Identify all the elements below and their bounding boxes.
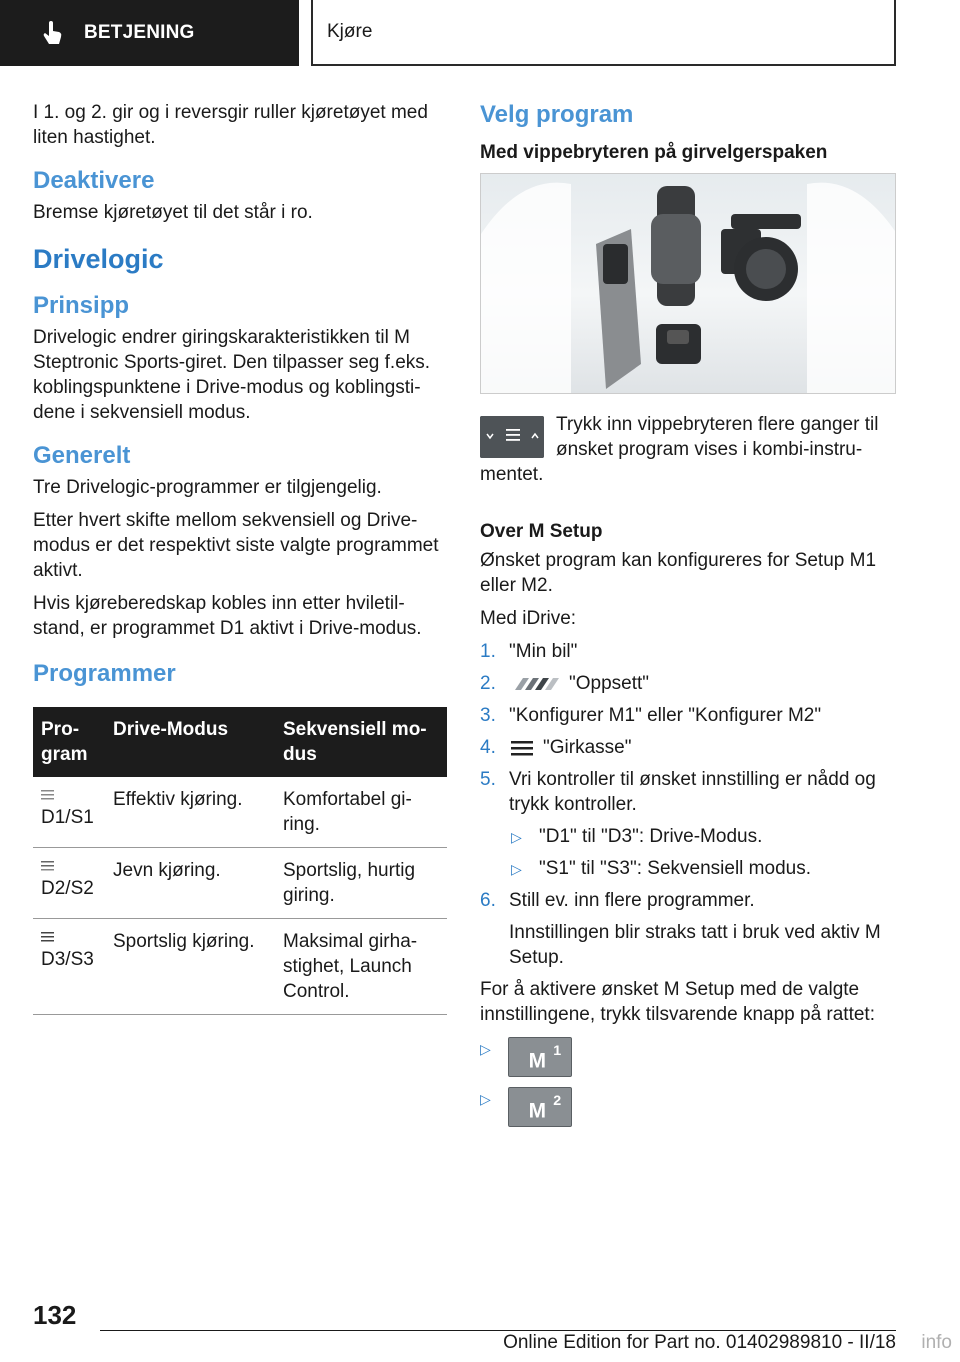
steps-list-cont (480, 888, 896, 913)
prinsipp-heading: Prinsipp (33, 292, 130, 319)
drive-cell: Jevn kjøring. (105, 848, 275, 919)
step-number: 6. (480, 890, 496, 911)
velg-program-heading: Velg program (480, 101, 634, 128)
page-number: 132 (33, 1300, 77, 1330)
list-item (480, 767, 896, 817)
programmer-heading: Programmer (33, 660, 176, 687)
step-text: "Oppsett" (569, 673, 650, 694)
program-label: D1/S1 (41, 807, 94, 828)
program-label: D2/S2 (41, 878, 94, 899)
rocker-switch-icon (480, 416, 544, 458)
page-header (0, 0, 960, 66)
triangle-bullet-icon: ▷ (480, 1091, 491, 1107)
seq-cell: Komfortabel giring. (275, 777, 447, 848)
step-text: "Min bil" (509, 641, 578, 662)
deaktivere-heading: Deaktivere (33, 167, 155, 194)
drivelogic-heading: Drivelogic (33, 244, 164, 274)
program-lines-icon (41, 929, 57, 943)
list-item (480, 888, 896, 913)
med-idrive-text: Med iDrive: (480, 608, 577, 629)
step-text: "Konfigurer M1" eller "Konfigurer M2" (509, 705, 822, 726)
gearbox-lines-icon (509, 737, 537, 759)
program-cell (33, 919, 105, 1015)
col-header-program: Program (33, 707, 105, 777)
list-item (480, 671, 896, 696)
table-header-row (33, 707, 447, 777)
step-text: Vri kontroller til ønsket innstilling er nådd og trykk kontroller. (509, 769, 876, 815)
m1-button-icon[interactable] (508, 1037, 572, 1077)
col-header-seq: Sekvensiell modus (275, 707, 447, 777)
generelt-p3: Hvis kjøreberedskap kobles inn etter hviletilstand, er programmet D1 aktivt i Drive-modus. (33, 593, 422, 639)
deaktivere-text: Bremse kjøretøyet til det står i ro. (33, 202, 313, 223)
step-number: 3. (480, 705, 496, 726)
drive-cell: Effektiv kjøring. (105, 777, 275, 848)
vippe-subheading: Med vippebryteren på girvelgerspaken (480, 142, 828, 163)
gear-selector-illustration (481, 174, 896, 394)
table-row (33, 777, 447, 848)
table-row (33, 919, 447, 1015)
program-cell (33, 848, 105, 919)
bullet-text: "D1" til "D3": Drive-Modus. (539, 826, 763, 847)
trykk-text: Trykk inn vippebryteren flere ganger til ønsket program vises i kombi-instrumentet. (480, 414, 879, 485)
program-lines-icon (41, 858, 57, 872)
list-item (509, 824, 896, 849)
step-number: 1. (480, 641, 496, 662)
bullet-text: "S1" til "S3": Sekvensiell modus. (539, 858, 811, 879)
triangle-bullet-icon: ▷ (480, 1041, 491, 1057)
step-number: 2. (480, 673, 496, 694)
step-text: "Girkasse" (543, 737, 632, 758)
hand-pointer-icon (40, 20, 66, 46)
program-lines-icon (41, 787, 57, 801)
program-cell (33, 777, 105, 848)
step6-continuation: Innstillingen blir straks tatt i bruk ved aktiv M Setup. (509, 922, 881, 968)
list-item (480, 639, 896, 664)
edition-text: Online Edition for Part no. 01402989810 - II/18 (503, 1332, 896, 1353)
section-tab[interactable] (0, 0, 299, 66)
step-number: 5. (480, 769, 496, 790)
seq-cell: Maksimal girhastighet, Launch Control. (275, 919, 447, 1015)
program-label: D3/S3 (41, 949, 94, 970)
list-item (480, 735, 896, 760)
generelt-heading: Generelt (33, 442, 131, 469)
triangle-bullet-icon: ▷ (511, 829, 522, 845)
col-header-drive: Drive-Modus (105, 707, 275, 777)
drive-cell: Sportslig kjøring. (105, 919, 275, 1015)
m1-button-row (480, 1037, 896, 1077)
switch-instruction (480, 412, 896, 495)
triangle-bullet-icon: ▷ (511, 861, 522, 877)
steps-list (480, 639, 896, 817)
gear-selector-photo (480, 173, 896, 394)
m2-button-icon[interactable] (508, 1087, 572, 1127)
m2-button-row (480, 1087, 896, 1127)
section-title: BETJENING (84, 22, 195, 43)
right-column (480, 100, 896, 1127)
prinsipp-text: Drivelogic endrer giringskarakteristikken til M Steptronic Sports-giret. Den tilpasser seg f.eks. koblingspunktene i Drive-modus og koblingstidene i sekvensiell modus. (33, 327, 431, 423)
onsket-text: Ønsket program kan konfigureres for Setup M1 eller M2. (480, 550, 877, 596)
left-column (33, 100, 447, 1015)
list-item (480, 703, 896, 728)
m1-sup: 1 (553, 1043, 562, 1060)
generelt-p2: Etter hvert skifte mellom sekvensiell og Drive-modus er det respektivt siste valgte programmet aktivt. (33, 510, 439, 581)
over-m-setup-subheading: Over M Setup (480, 521, 603, 542)
chapter-box (311, 0, 896, 66)
m2-sup: 2 (553, 1093, 562, 1110)
watermark-text: info (921, 1332, 952, 1353)
m2-label: M (528, 1099, 547, 1123)
footer-divider (100, 1330, 896, 1331)
m-stripes-icon (509, 674, 561, 694)
generelt-p1: Tre Drivelogic-programmer er tilgjengelig. (33, 477, 382, 498)
aktivere-text: For å aktivere ønsket M Setup med de valgte innstillingene, trykk tilsvarende knapp på rattet: (480, 979, 875, 1025)
sub-bullet-list (509, 824, 896, 881)
seq-cell: Sportslig, hurtig giring. (275, 848, 447, 919)
chapter-title: Kjøre (327, 21, 373, 42)
intro-text: I 1. og 2. gir og i reversgir ruller kjøretøyet med liten hastighet. (33, 102, 428, 148)
list-item (509, 856, 896, 881)
program-table (33, 707, 447, 1015)
m1-label: M (528, 1049, 547, 1073)
table-row (33, 848, 447, 919)
step-text: Still ev. inn flere programmer. (509, 890, 755, 911)
step-number: 4. (480, 737, 496, 758)
